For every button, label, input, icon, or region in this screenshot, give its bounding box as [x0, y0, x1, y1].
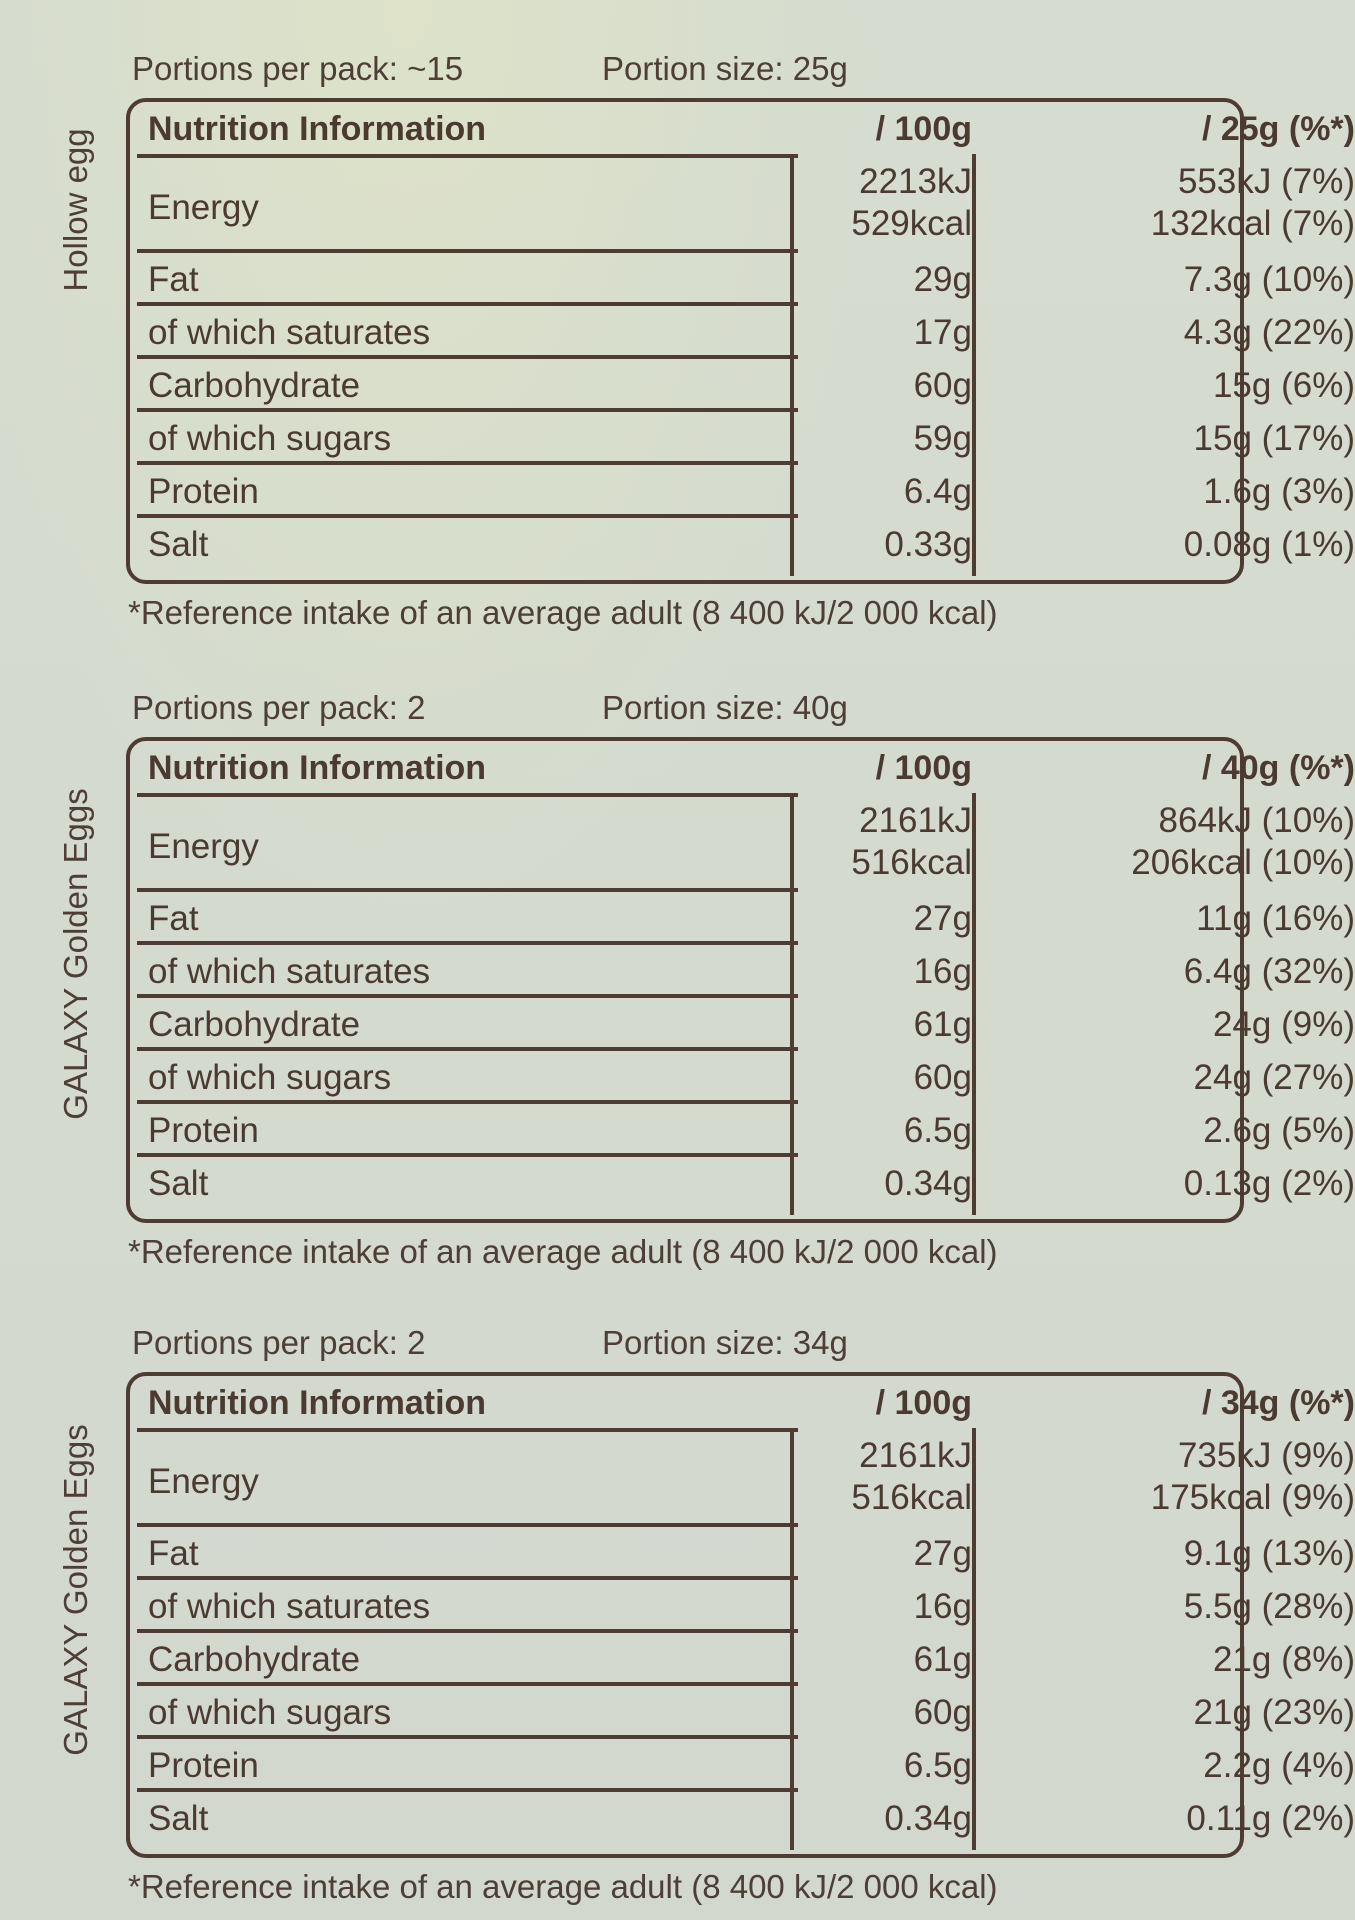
footnote: *Reference intake of an average adult (8 400 kJ/2 000 kcal): [128, 1233, 998, 1270]
row-label: Carbohydrate: [148, 366, 361, 405]
energy-kj: 2161kJ: [859, 801, 972, 840]
row-label: Energy: [148, 188, 259, 227]
row-label: Carbohydrate: [148, 1005, 361, 1044]
header-per-100g: / 100g: [875, 749, 972, 787]
row-label: of which sugars: [148, 419, 392, 458]
portions-per-pack: Portions per pack: ~15: [132, 50, 464, 87]
per-portion-value: 24g (9%): [1212, 1005, 1355, 1044]
energy-kcal: 516kcal: [851, 843, 972, 882]
portion-size: Portion size: 25g: [602, 50, 848, 87]
row-label: of which saturates: [148, 952, 431, 991]
per-100g-value: 6.4g: [903, 472, 972, 511]
header-label: Nutrition Information: [148, 110, 487, 148]
row-label: Fat: [148, 1534, 199, 1573]
per-portion-value: 4.3g (22%): [1183, 313, 1355, 352]
per-portion-value: 6.4g (32%): [1183, 952, 1355, 991]
nutrition-table: [126, 1372, 1355, 1858]
per-100g-value: 60g: [913, 1693, 972, 1732]
row-label: Salt: [148, 1164, 209, 1203]
per-portion-value: 1.6g (3%): [1203, 472, 1355, 511]
row-label: of which sugars: [148, 1693, 392, 1732]
portions-line: [132, 50, 848, 88]
side-label-text: GALAXY Golden Eggs: [57, 788, 94, 1120]
row-label: Salt: [148, 525, 209, 564]
row-label: of which sugars: [148, 1058, 392, 1097]
per-100g-value: 60g: [913, 1058, 972, 1097]
header-per-100g: / 100g: [875, 1384, 972, 1422]
energy-kcal-portion: 132kcal (7%): [1150, 204, 1355, 243]
row-label: Energy: [148, 827, 259, 866]
row-label: Energy: [148, 1462, 259, 1501]
per-100g-value: 16g: [913, 1587, 972, 1626]
portions-line: [132, 689, 848, 727]
energy-kj-portion: 553kJ (7%): [1177, 162, 1355, 201]
per-portion-value: 21g (23%): [1193, 1693, 1355, 1732]
per-100g-value: 0.34g: [884, 1164, 972, 1203]
per-portion-value: 2.2g (4%): [1203, 1746, 1355, 1785]
per-100g-value: 59g: [913, 419, 972, 458]
energy-kcal-portion: 175kcal (9%): [1150, 1478, 1355, 1517]
per-portion-value: 0.08g (1%): [1183, 525, 1355, 564]
per-100g-value: 6.5g: [903, 1111, 972, 1150]
nutrition-table: [126, 98, 1355, 584]
per-100g-value: 29g: [913, 260, 972, 299]
portions-per-pack: Portions per pack: 2: [132, 1324, 426, 1361]
energy-kj-portion: 864kJ (10%): [1158, 801, 1355, 840]
side-label-text: Hollow egg: [57, 128, 94, 292]
per-100g-value: 60g: [913, 366, 972, 405]
per-100g-value: 0.34g: [884, 1799, 972, 1838]
energy-kj-portion: 735kJ (9%): [1177, 1436, 1355, 1475]
header-per-portion: / 34g (%*): [1201, 1384, 1355, 1422]
header-label: Nutrition Information: [148, 749, 487, 787]
footnote: *Reference intake of an average adult (8 400 kJ/2 000 kcal): [128, 1868, 998, 1905]
per-portion-value: 0.13g (2%): [1183, 1164, 1355, 1203]
header-per-portion: / 40g (%*): [1201, 749, 1355, 787]
row-label: Protein: [148, 472, 259, 511]
per-portion-value: 7.3g (10%): [1183, 260, 1355, 299]
portions-per-pack: Portions per pack: 2: [132, 689, 426, 726]
header-label: Nutrition Information: [148, 1384, 487, 1422]
per-100g-value: 17g: [913, 313, 972, 352]
row-label: Fat: [148, 899, 199, 938]
row-label: Carbohydrate: [148, 1640, 361, 1679]
header-per-portion: / 25g (%*): [1201, 110, 1355, 148]
per-portion-value: 0.11g (2%): [1186, 1799, 1355, 1838]
per-portion-value: 21g (8%): [1212, 1640, 1355, 1679]
energy-kj: 2213kJ: [859, 162, 972, 201]
nutrition-table: [126, 737, 1355, 1223]
per-portion-value: 15g (6%): [1212, 366, 1355, 405]
per-portion-value: 9.1g (13%): [1183, 1534, 1355, 1573]
per-portion-value: 11g (16%): [1196, 899, 1355, 938]
per-portion-value: 24g (27%): [1193, 1058, 1355, 1097]
energy-kcal: 516kcal: [851, 1478, 972, 1517]
row-label: Fat: [148, 260, 199, 299]
per-100g-value: 0.33g: [884, 525, 972, 564]
row-label: Protein: [148, 1746, 259, 1785]
energy-kj: 2161kJ: [859, 1436, 972, 1475]
row-label: Protein: [148, 1111, 259, 1150]
portions-line: [132, 1324, 848, 1362]
per-100g-value: 61g: [913, 1640, 972, 1679]
row-label: Salt: [148, 1799, 209, 1838]
per-100g-value: 27g: [913, 1534, 972, 1573]
row-label: of which saturates: [148, 313, 431, 352]
side-label-text: GALAXY Golden Eggs: [57, 1424, 94, 1756]
portion-size: Portion size: 34g: [602, 1324, 848, 1361]
per-100g-value: 16g: [913, 952, 972, 991]
footnote: *Reference intake of an average adult (8 400 kJ/2 000 kcal): [128, 594, 998, 631]
per-portion-value: 15g (17%): [1193, 419, 1355, 458]
per-portion-value: 2.6g (5%): [1203, 1111, 1355, 1150]
per-100g-value: 6.5g: [903, 1746, 972, 1785]
per-100g-value: 61g: [913, 1005, 972, 1044]
header-per-100g: / 100g: [875, 110, 972, 148]
energy-kcal-portion: 206kcal (10%): [1131, 843, 1355, 882]
energy-kcal: 529kcal: [851, 204, 972, 243]
per-100g-value: 27g: [913, 899, 972, 938]
portion-size: Portion size: 40g: [602, 689, 848, 726]
per-portion-value: 5.5g (28%): [1183, 1587, 1355, 1626]
row-label: of which saturates: [148, 1587, 431, 1626]
